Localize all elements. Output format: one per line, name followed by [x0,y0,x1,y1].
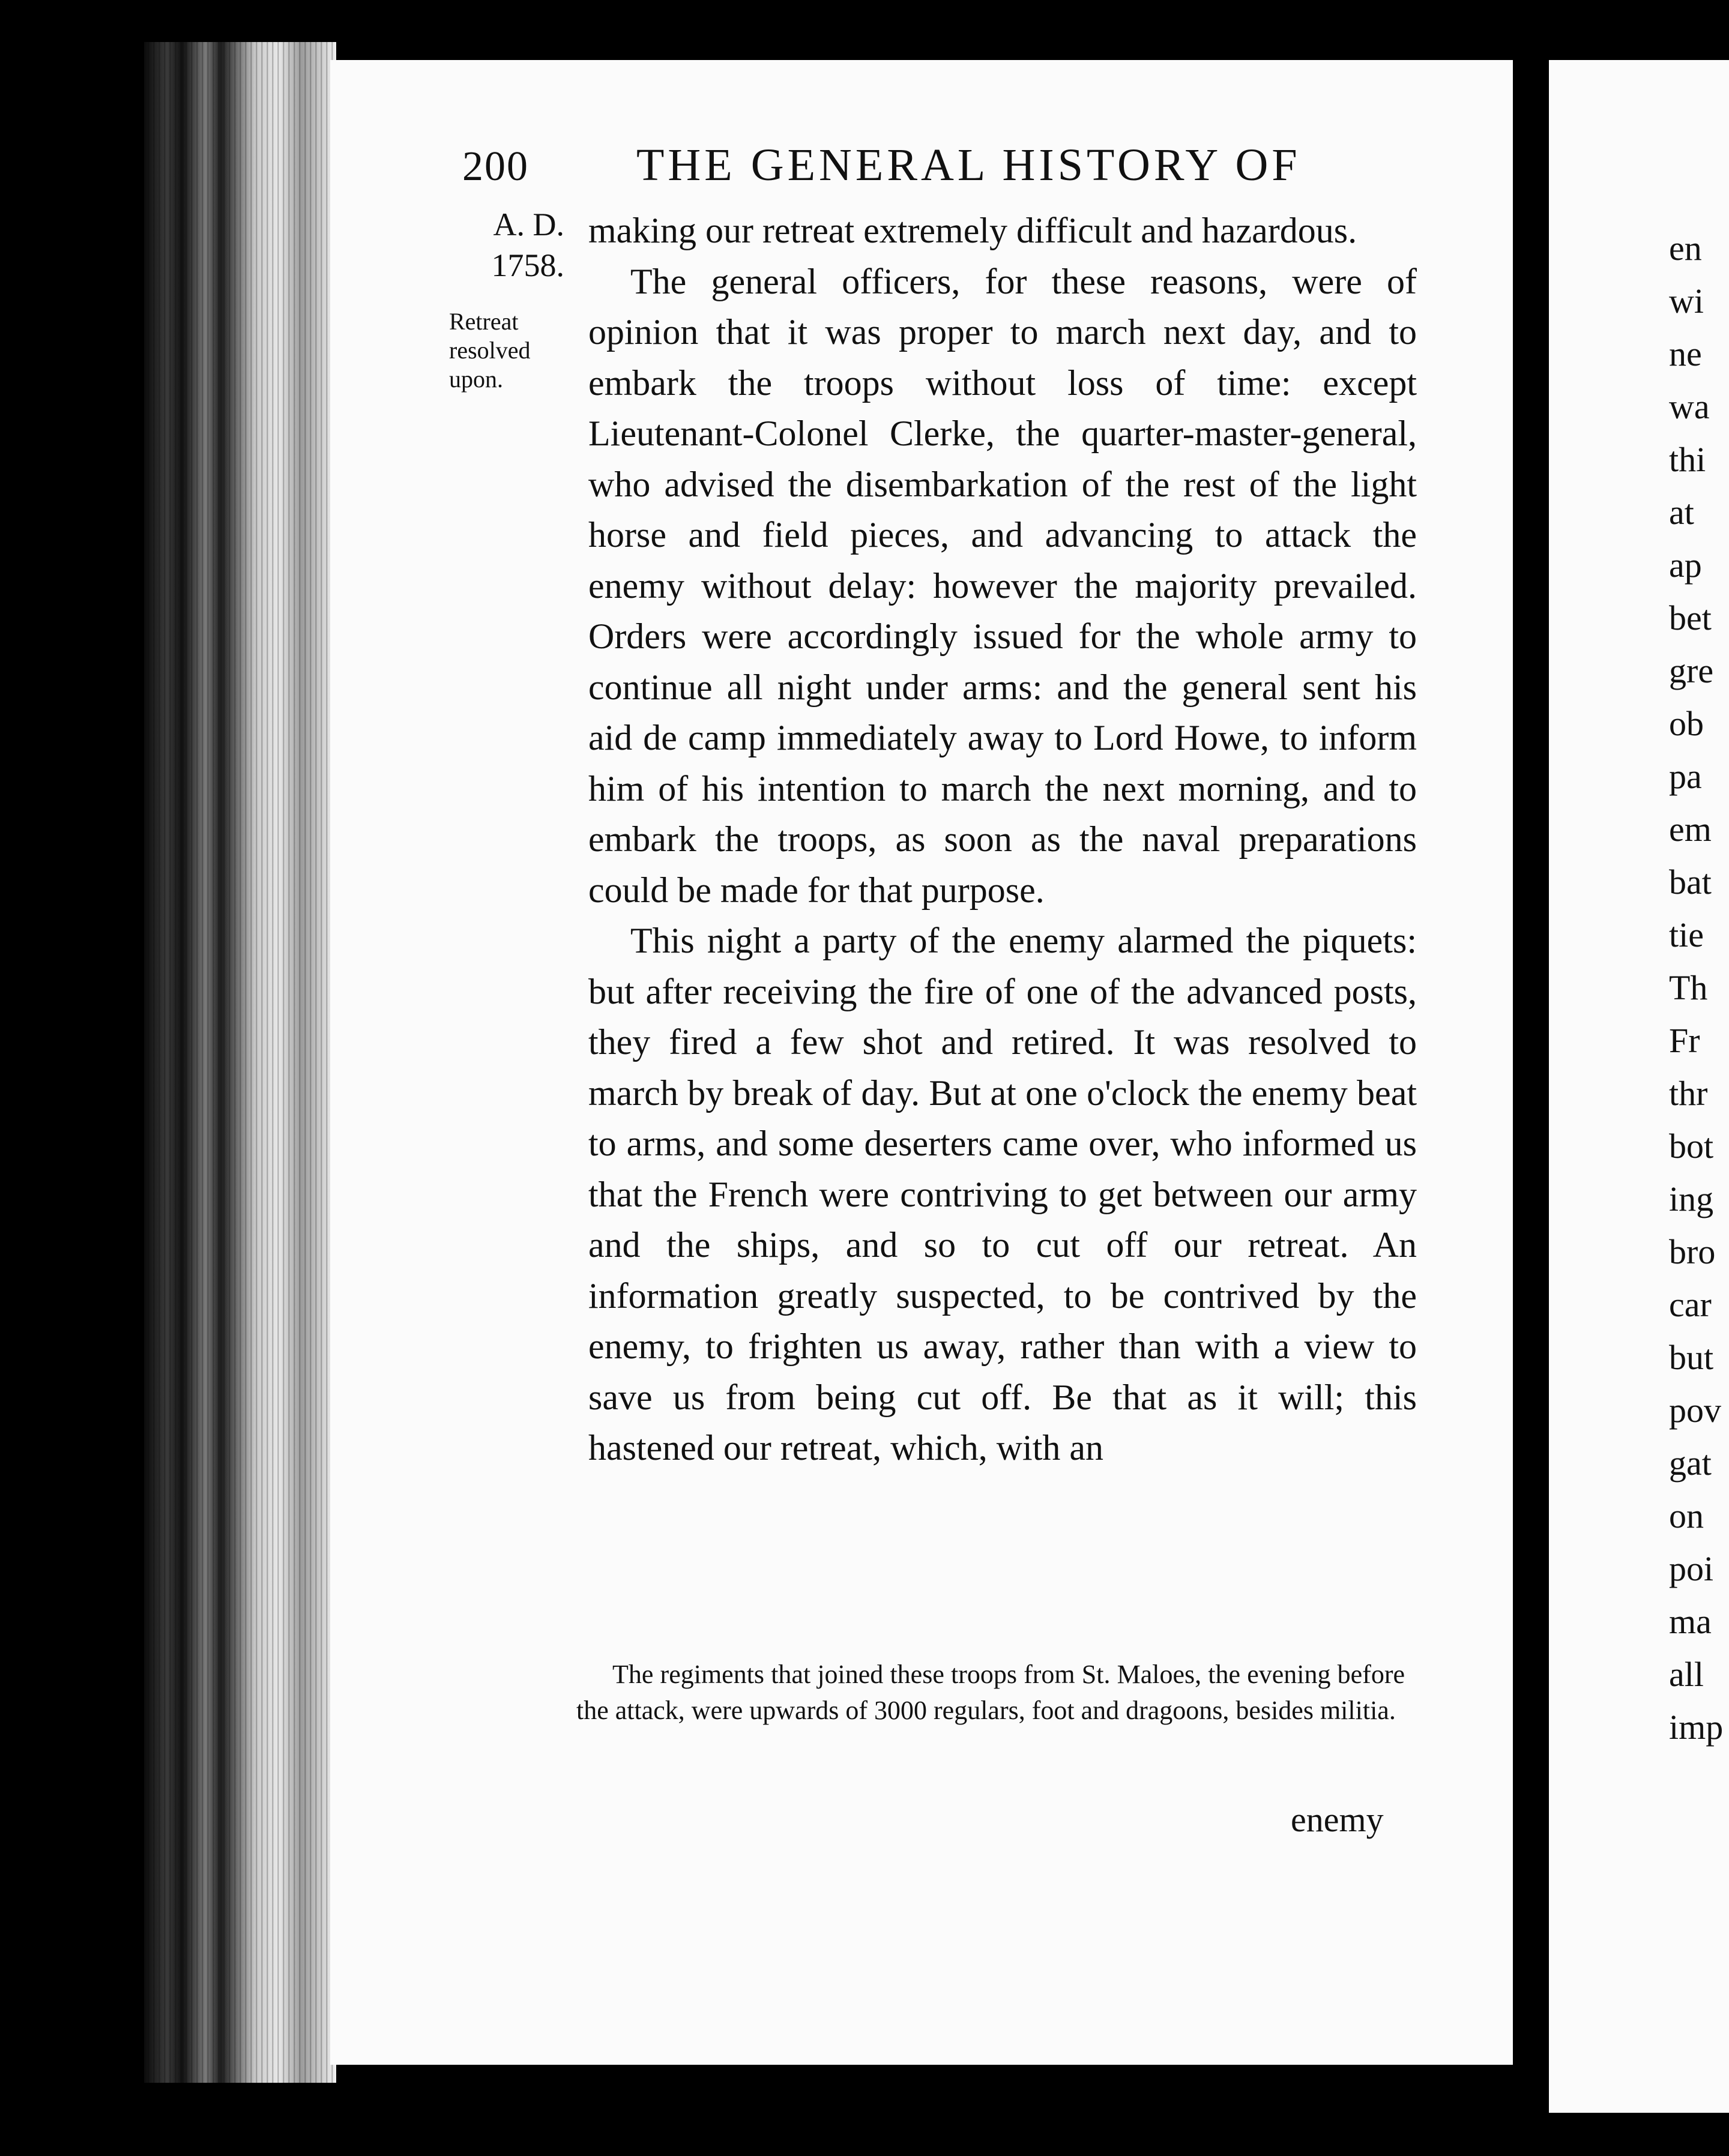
facing-page-fragment: Th [1669,968,1708,1007]
paragraph: making our retreat extremely difficult and hazardous. [588,211,1357,250]
facing-page-fragment: thi [1669,440,1706,479]
catchword: enemy [1291,1800,1384,1839]
book-page-edge-lines [144,42,336,2083]
facing-page-fragment: thr [1669,1074,1708,1113]
facing-page-fragment: Fr [1669,1021,1700,1060]
facing-page-fragment: en [1669,229,1702,268]
facing-page-fragment: all [1669,1655,1704,1694]
footnote-text: The regiments that joined these troops from St. Maloes, the evening before the attack, were upwards of 3000 regulars, foot and dragoons, besides militia. [576,1660,1405,1725]
paragraph: The general officers, for these reasons, were of opinion that it was proper to march next day, and to embark the troops without loss of time: except Lieutenant-Colonel Clerke, the quarter-master-general, who advised the disembarkation of the rest of the light horse and field pieces, and advancing to attack the enemy without delay: however the majority prevailed. Orders were accordingly issued for the whole army to continue all night under arms: and the general sent his aid de camp immediately away to Lord Howe, to inform him of his intention to march the next morning, and to embark the troops, as soon as the naval preparations could be made for that purpose. [588,261,1417,910]
margin-note-line: upon. [449,366,503,393]
facing-page-fragment: gat [1669,1444,1712,1483]
body-text [588,205,1417,1474]
page-number: 200 [462,143,529,190]
facing-page-fragment: pov [1669,1391,1721,1430]
facing-page-fragment: at [1669,493,1694,532]
facing-page-fragment: but [1669,1338,1714,1377]
facing-page-fragment: tie [1669,915,1704,954]
facing-page-fragment: ob [1669,704,1704,743]
facing-page-fragment: bet [1669,598,1712,637]
margin-year-line: 1758. [491,247,564,283]
margin-note-line: Retreat [449,308,519,335]
margin-year-line: A. D. [493,206,564,242]
footnote [576,1657,1405,1729]
facing-page-fragment: ing [1669,1179,1714,1218]
facing-page-fragment: ma [1669,1602,1712,1641]
facing-page-fragment: bot [1669,1127,1714,1166]
facing-page-fragment: car [1669,1285,1712,1324]
margin-year [474,204,564,286]
facing-page-fragment: gre [1669,651,1714,690]
paragraph: This night a party of the enemy alarmed the piquets: but after receiving the fire of one of the advanced posts, they fired a few shot and retired. It was resolved to march by break of day. But at one o'clock the enemy beat to arms, and some deserters came over, who informed us that the French were contriving to get between our army and the ships, and so to cut off our retreat. An information greatly suspected, to be contrived by the enemy, to frighten us away, rather than with a view to save us from being cut off. Be that as it will; this hastened our retreat, which, with an [588,921,1417,1468]
facing-page-fragment: wi [1669,282,1704,321]
facing-page-fragment: bat [1669,863,1712,902]
facing-page-fragment: poi [1669,1549,1714,1588]
running-title: THE GENERAL HISTORY OF [636,140,1301,190]
facing-page-fragment: on [1669,1496,1704,1535]
facing-page-fragment: bro [1669,1232,1716,1271]
facing-page-fragment: wa [1669,387,1710,426]
facing-page-fragment: imp [1669,1708,1724,1747]
facing-page-fragment: ap [1669,546,1702,585]
margin-note-line: resolved [449,337,531,364]
facing-page-fragment: ne [1669,334,1702,373]
margin-note [449,307,557,394]
facing-page-fragment: em [1669,810,1712,849]
facing-page-fragment: pa [1669,757,1702,796]
